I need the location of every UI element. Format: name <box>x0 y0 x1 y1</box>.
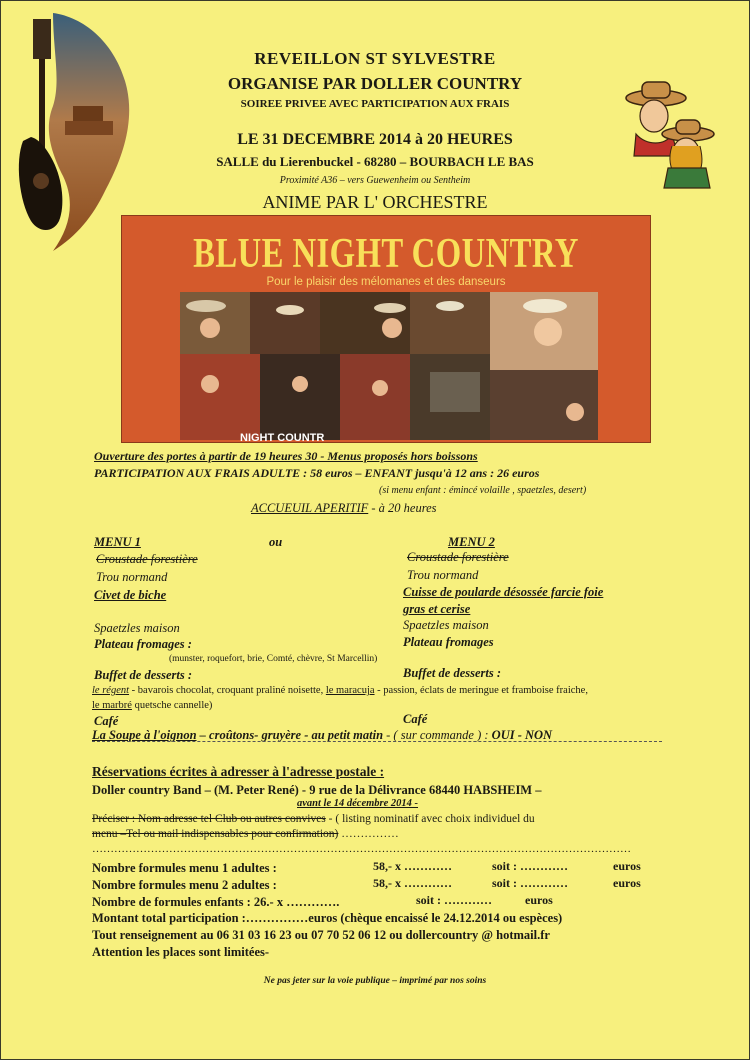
event-date: LE 31 DECEMBRE 2014 à 20 HEURES <box>237 131 513 148</box>
menu1-starter: Croustade forestière <box>96 552 198 566</box>
menu2-starter: Croustade forestière <box>407 550 509 564</box>
order-menu1-total[interactable]: soit : ………… <box>492 859 568 873</box>
menu2-dessert: Buffet de desserts : <box>403 666 502 680</box>
menu1-cheese: Plateau fromages : <box>94 637 192 651</box>
order-children-total[interactable]: soit : ………… <box>416 893 492 907</box>
reservation-instructions-2: menu –Tel ou mail indispensables pour confirmation) …………… <box>92 828 399 840</box>
order-menu2-label: Nombre formules menu 2 adultes : <box>92 878 277 892</box>
cheese-list: (munster, roquefort, brie, Comté, chèvre, St Marcellin) <box>169 654 378 664</box>
dotted-fill-line[interactable]: ………………………………………………………………………………………………………………………………… <box>92 843 631 855</box>
menu1-title: MENU 1 <box>94 535 141 549</box>
photo-caption-night-country: NIGHT COUNTR <box>240 432 325 444</box>
order-children-label[interactable]: Nombre de formules enfants : 26.- x …………. <box>92 895 340 909</box>
reservation-title: Réservations écrites à adresser à l'adresse postale : <box>92 764 385 779</box>
event-venue: SALLE du Lierenbuckel - 68280 – BOURBACH LE BAS <box>216 154 534 169</box>
menu2-main-course: Cuisse de poularde désossée farcie foie <box>403 585 604 599</box>
band-photo-collage <box>180 292 598 444</box>
order-menu2-qty[interactable]: 58,- x ………… <box>373 876 452 890</box>
menu2-main-course-2: gras et cerise <box>403 602 471 616</box>
menu1-trou-normand: Trou normand <box>96 570 168 584</box>
menu2-spaetzles: Spaetzles maison <box>403 618 489 632</box>
reservation-instructions-1: Préciser : Nom adresse tel Club ou autres convives - ( listing nominatif avec choix individuel du <box>92 813 535 825</box>
menu2-cheese: Plateau fromages <box>403 635 494 649</box>
accueil-aperitif: ACCUEUIL APERITIF - à 20 heures <box>251 501 437 515</box>
menu2-cafe: Café <box>403 712 428 726</box>
band-name: BLUE NIGHT COUNTRY <box>193 231 579 277</box>
order-menu1-qty[interactable]: 58,- x ………… <box>373 859 452 873</box>
order-menu1-unit: euros <box>613 859 641 873</box>
menu2-title: MENU 2 <box>448 535 495 549</box>
band-banner <box>121 215 651 443</box>
title-organise: ORGANISE PAR DOLLER COUNTRY <box>227 74 523 93</box>
venue-proximity: Proximité A36 – vers Guewenheim ou Sentheim <box>279 175 471 186</box>
opening-hours: Ouverture des portes à partir de 19 heures 30 - Menus proposés hors boissons <box>94 449 478 463</box>
separator-line <box>92 741 662 742</box>
limited-places-notice: Attention les places sont limitées- <box>92 945 270 959</box>
menu1-cafe: Café <box>94 714 119 728</box>
order-menu2-total[interactable]: soit : ………… <box>492 876 568 890</box>
dessert-description-1: le régent - bavarois chocolat, croquant praliné noisette, le maracuja - passion, éclats de meringue et framboise fraiche, <box>92 685 588 696</box>
menu1-spaetzles: Spaetzles maison <box>94 621 180 635</box>
anime-par-orchestre: ANIME PAR L' ORCHESTRE <box>262 192 488 212</box>
participation-fees: PARTICIPATION AUX FRAIS ADULTE : 58 euros – ENFANT jusqu'à 12 ans : 26 euros <box>94 466 540 480</box>
contact-info: Tout renseignement au 06 31 03 16 23 ou 07 70 52 06 12 ou dollercountry @ hotmail.fr <box>92 928 550 942</box>
title-soiree-privee: SOIREE PRIVEE AVEC PARTICIPATION AUX FRAIS <box>240 98 510 110</box>
order-menu2-unit: euros <box>613 876 641 890</box>
dessert-description-2: le marbré quetsche cannelle) <box>92 700 213 711</box>
footer-notice: Ne pas jeter sur la voie publique – imprimé par nos soins <box>263 976 487 986</box>
reservation-address: Doller country Band – (M. Peter René) - 9 rue de la Délivrance 68440 HABSHEIM – <box>92 783 542 797</box>
reservation-deadline: avant le 14 décembre 2014 - <box>297 798 419 809</box>
order-children-unit: euros <box>525 893 553 907</box>
menu-or: ou <box>269 535 283 549</box>
child-menu-note: (si menu enfant : émincé volaille , spaetzles, desert) <box>379 485 587 496</box>
band-tagline: Pour le plaisir des mélomanes et des danseurs <box>266 276 506 288</box>
menu2-trou-normand: Trou normand <box>407 568 479 582</box>
total-participation: Montant total participation :……………euros (chèque encaissé le 24.12.2014 ou espèces) <box>92 911 563 925</box>
order-menu1-label: Nombre formules menu 1 adultes : <box>92 861 277 875</box>
onion-soup-option: La Soupe à l'oignon – croûtons- gruyère - au petit matin - ( sur commande ) : OUI - NON <box>92 728 553 742</box>
menu1-dessert: Buffet de desserts : <box>94 668 193 682</box>
title-reveillon: REVEILLON ST SYLVESTRE <box>254 49 496 68</box>
menu1-main-course: Civet de biche <box>94 588 167 602</box>
